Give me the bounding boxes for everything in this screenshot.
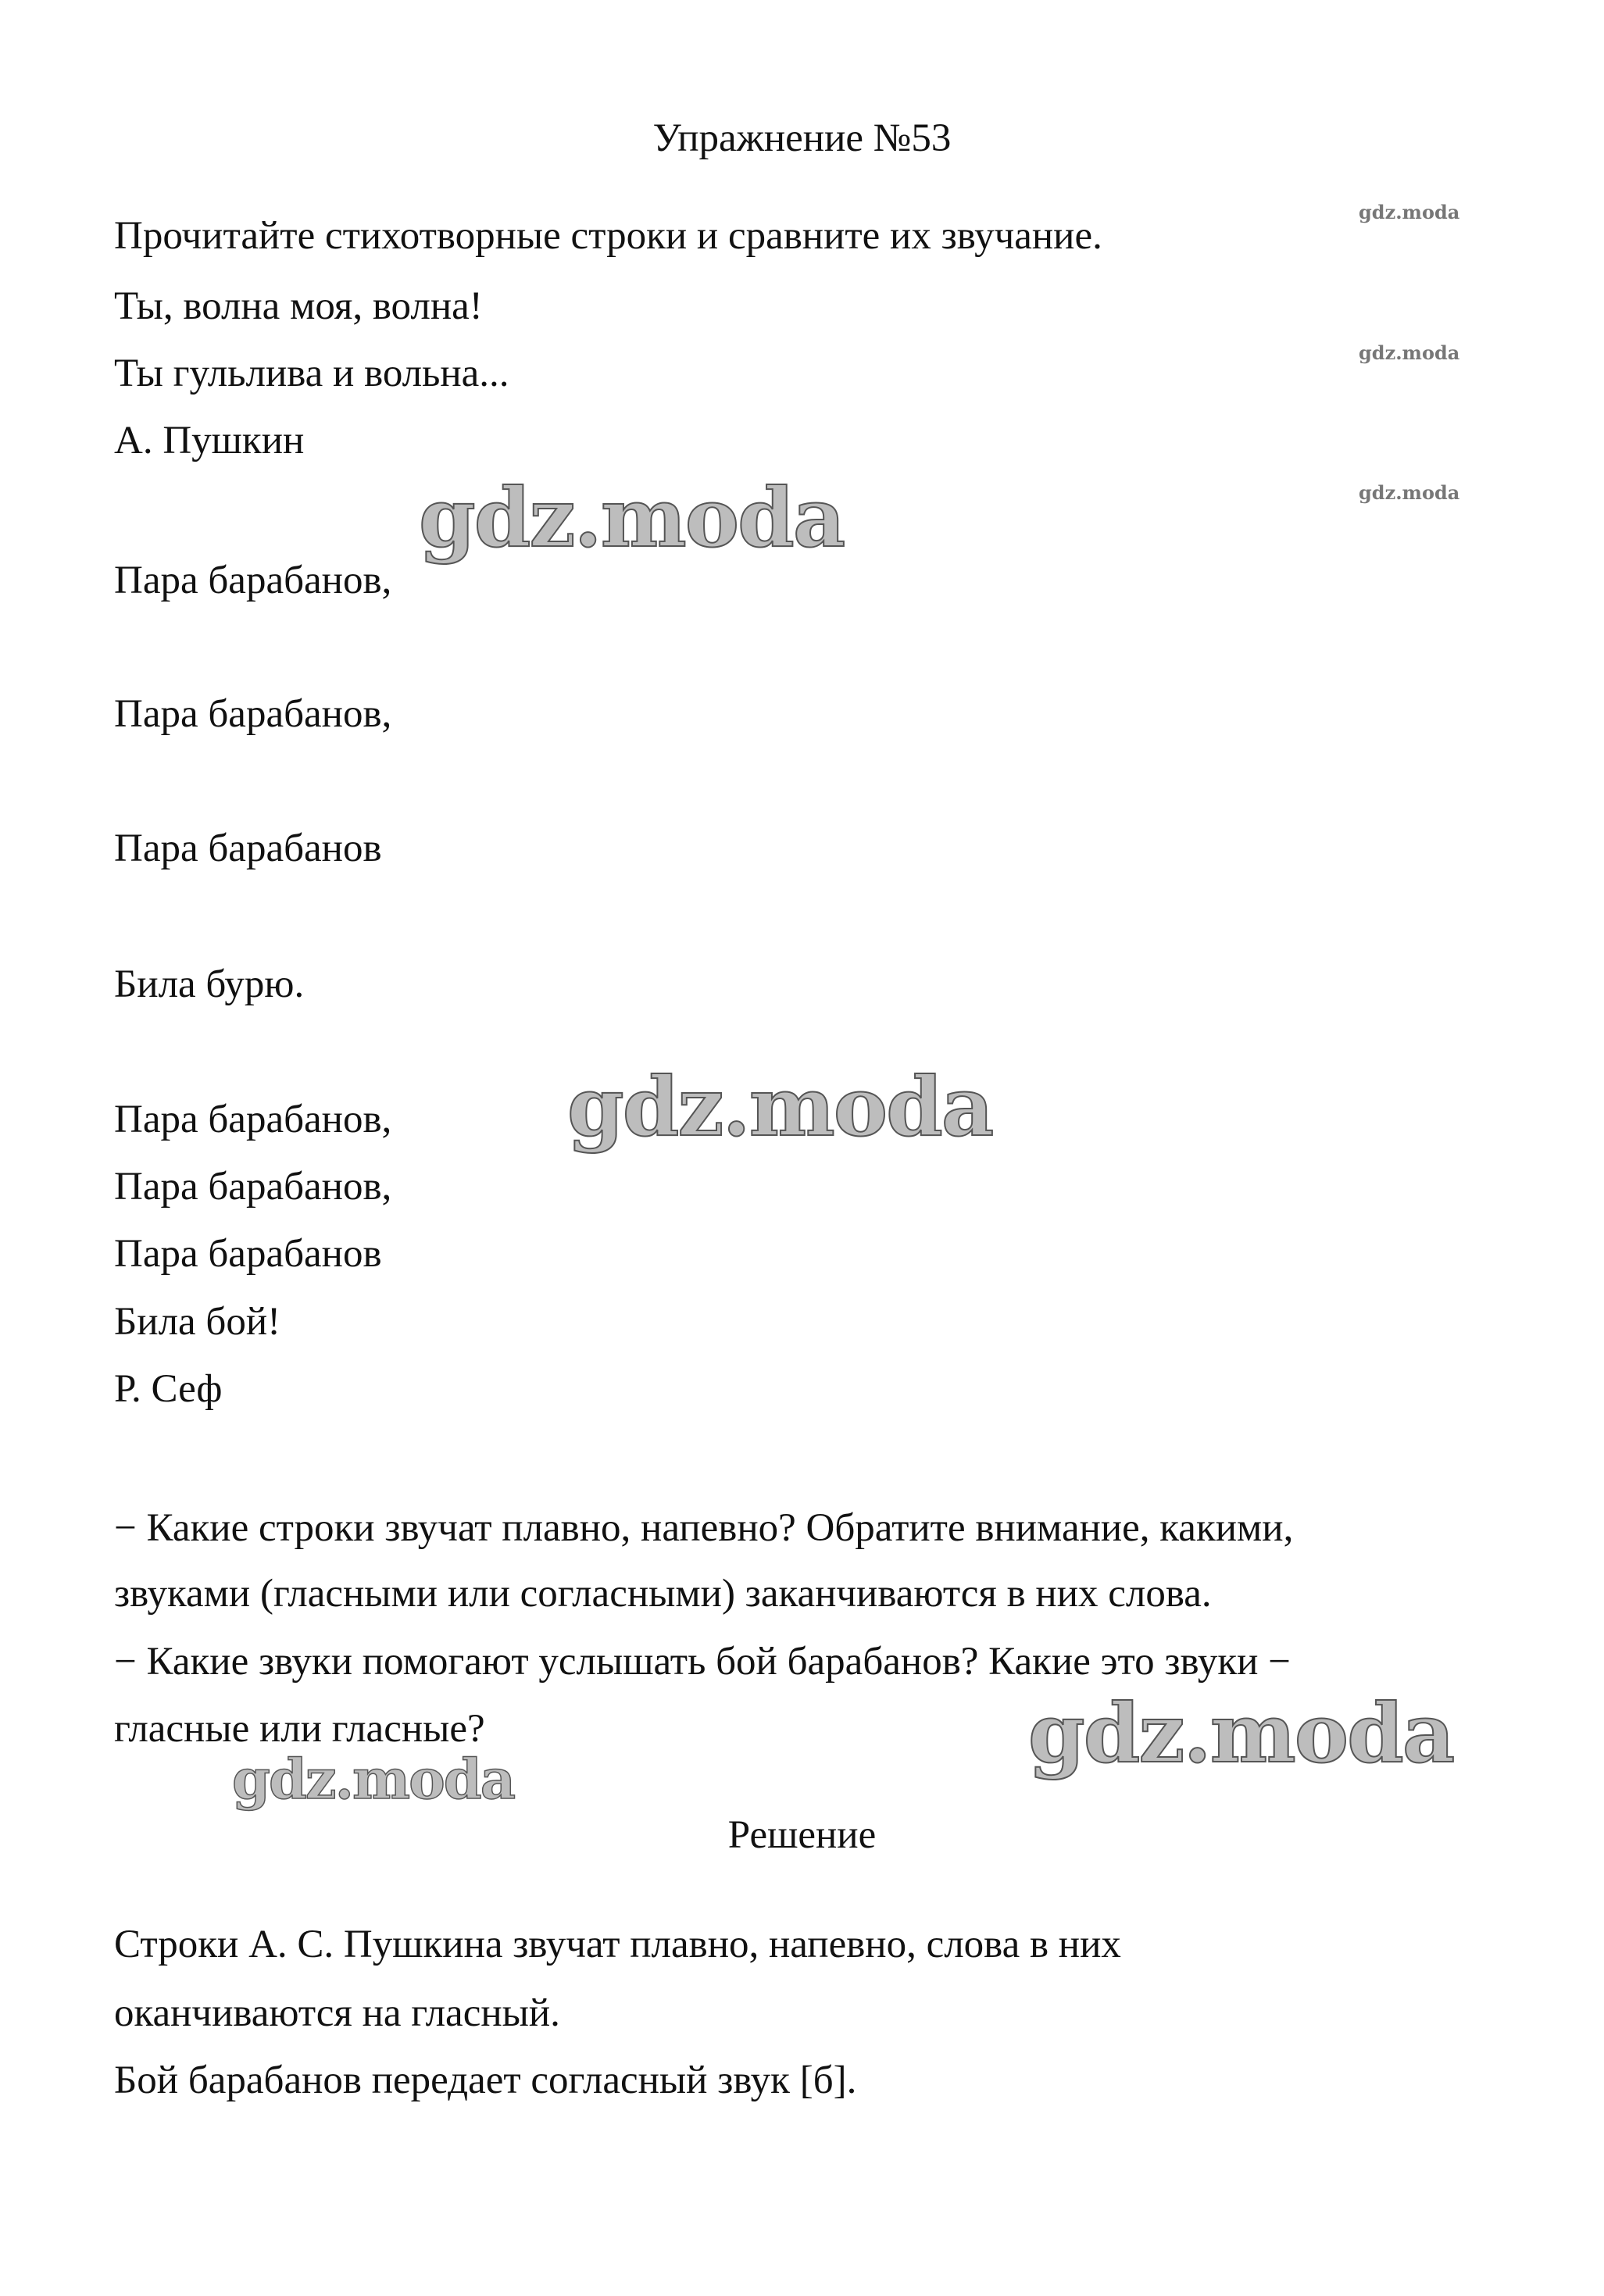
- page-title: Упражнение №53: [652, 116, 952, 160]
- watermark: gdz.moda: [1359, 201, 1460, 223]
- poem-author: Р. Сеф: [114, 1367, 223, 1411]
- watermark: gdz.moda: [1028, 1685, 1454, 1781]
- question-line: гласные или гласные?: [114, 1707, 485, 1751]
- poem-line: Ты, волна моя, волна!: [114, 284, 483, 328]
- solution-heading: Решение: [727, 1813, 877, 1857]
- question-line: звуками (гласными или согласными) заканчиваются в них слова.: [114, 1572, 1212, 1616]
- watermark: gdz.moda: [419, 470, 845, 566]
- question-line: − Какие строки звучат плавно, напевно? Обратите внимание, какими,: [114, 1506, 1294, 1550]
- watermark: gdz.moda: [232, 1747, 515, 1812]
- watermark: gdz.moda: [567, 1059, 993, 1155]
- poem-line: Пара барабанов,: [114, 559, 392, 602]
- solution-line: Строки А. С. Пушкина звучат плавно, напевно, слова в них: [114, 1923, 1121, 1966]
- question-line: − Какие звуки помогают услышать бой барабанов? Какие это звуки −: [114, 1640, 1291, 1684]
- poem-line: Пара барабанов: [114, 827, 382, 870]
- poem-line: Пара барабанов,: [114, 1165, 392, 1209]
- poem-line: Ты гульлива и вольна...: [114, 352, 509, 395]
- solution-line: Бой барабанов передает согласный звук [б].: [114, 2059, 857, 2102]
- poem-line: Била бой!: [114, 1300, 281, 1344]
- poem-line: Била бурю.: [114, 962, 305, 1006]
- watermark: gdz.moda: [1359, 481, 1460, 504]
- poem-author: А. Пушкин: [114, 419, 305, 462]
- solution-line: оканчиваются на гласный.: [114, 1991, 560, 2035]
- watermark: gdz.moda: [1359, 341, 1460, 364]
- poem-line: Пара барабанов,: [114, 692, 392, 736]
- task-instruction: Прочитайте стихотворные строки и сравните их звучание.: [114, 214, 1102, 258]
- poem-line: Пара барабанов: [114, 1232, 382, 1276]
- poem-line: Пара барабанов,: [114, 1098, 392, 1141]
